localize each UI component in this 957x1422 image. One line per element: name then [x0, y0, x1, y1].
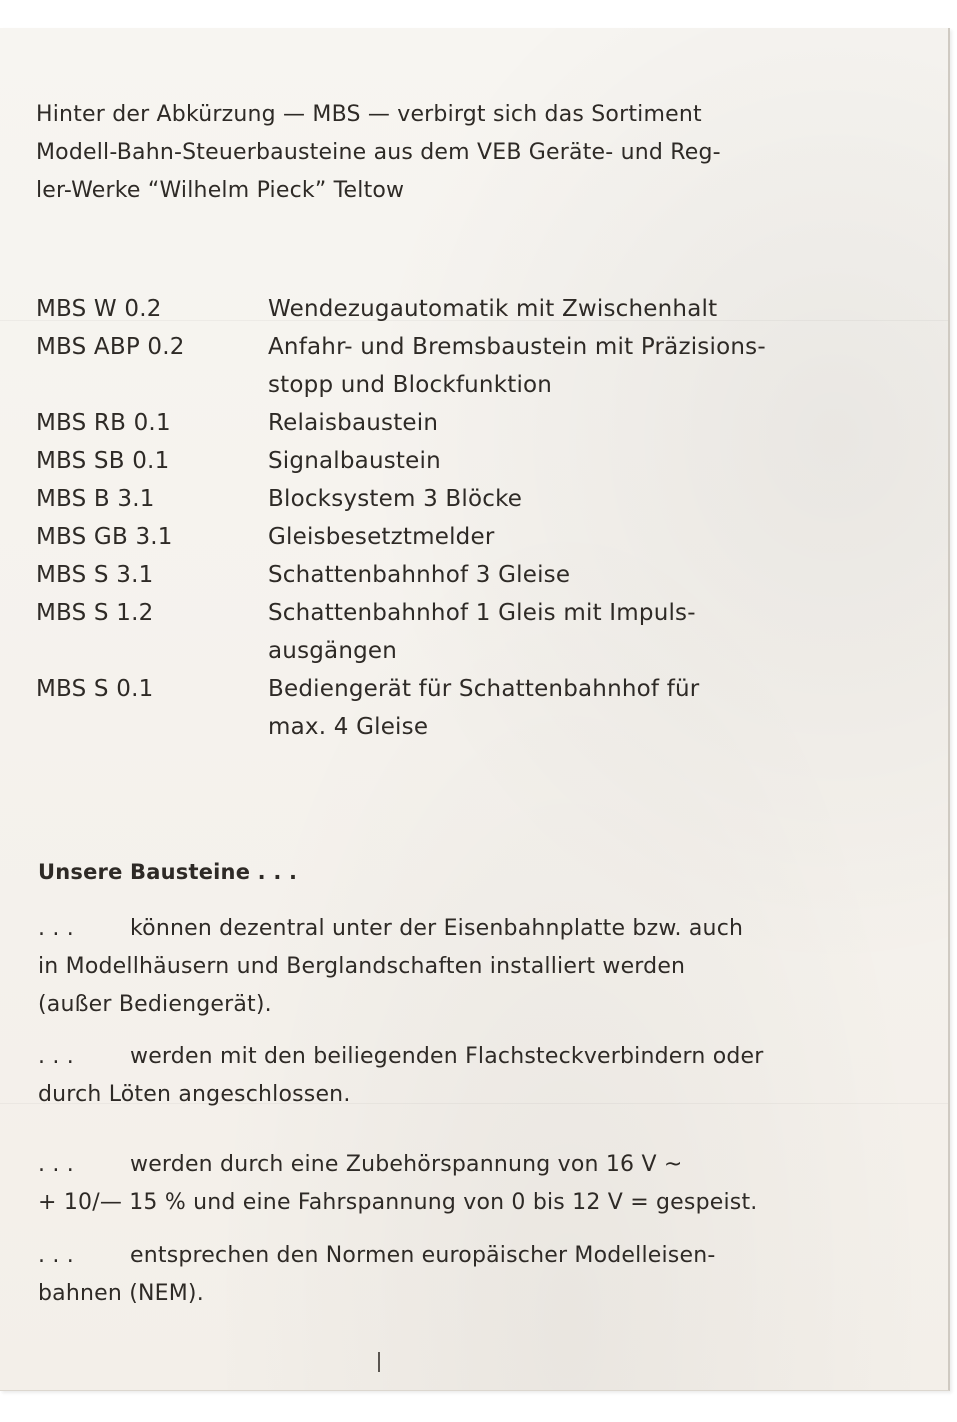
- product-row: [36, 518, 896, 556]
- product-description-line: ausgängen: [268, 638, 398, 664]
- section-heading: Unsere Bausteine . . .: [38, 860, 298, 884]
- product-description-line: Schattenbahnhof 1 Gleis mit Impuls-: [268, 600, 696, 626]
- product-description: [268, 404, 868, 442]
- feature-line: können dezentral unter der Eisenbahnplatte bzw. auch: [130, 916, 744, 941]
- product-code: MBS ABP 0.2: [36, 334, 185, 360]
- product-code: MBS SB 0.1: [36, 448, 170, 474]
- product-description-line: Signalbaustein: [268, 448, 441, 474]
- product-row: [36, 328, 896, 404]
- product-code: MBS S 1.2: [36, 600, 154, 626]
- product-code: MBS B 3.1: [36, 486, 155, 512]
- product-description: [268, 594, 868, 670]
- product-row: [36, 290, 896, 328]
- ellipsis-prefix: . . .: [38, 1044, 74, 1069]
- product-list: [36, 290, 896, 746]
- product-row: [36, 404, 896, 442]
- product-description-line: Blocksystem 3 Blöcke: [268, 486, 523, 512]
- product-code: MBS RB 0.1: [36, 410, 171, 436]
- feature-paragraph: [38, 1237, 898, 1313]
- feature-line: werden durch eine Zubehörspannung von 16 V ~: [130, 1152, 683, 1177]
- product-description-line: stopp und Blockfunktion: [268, 372, 553, 398]
- intro-line: Hinter der Abkürzung — MBS — verbirgt sich das Sortiment: [36, 102, 702, 127]
- intro-line: Modell-Bahn-Steuerbausteine aus dem VEB Geräte- und Reg-: [36, 140, 721, 165]
- product-description: [268, 480, 868, 518]
- product-description: [268, 670, 868, 746]
- feature-line: in Modellhäusern und Berglandschaften installiert werden: [38, 954, 686, 979]
- feature-line: + 10/— 15 % und eine Fahrspannung von 0 bis 12 V = gespeist.: [38, 1190, 758, 1215]
- product-code: MBS W 0.2: [36, 296, 162, 322]
- product-description: [268, 518, 868, 556]
- feature-line: werden mit den beiliegenden Flachsteckverbindern oder: [130, 1044, 764, 1069]
- product-row: [36, 480, 896, 518]
- product-description-line: Anfahr- und Bremsbaustein mit Präzisions-: [268, 334, 766, 360]
- product-row: [36, 442, 896, 480]
- feature-line: (außer Bediengerät).: [38, 992, 272, 1017]
- feature-line: bahnen (NEM).: [38, 1281, 204, 1306]
- product-description: [268, 328, 868, 404]
- feature-paragraph: [38, 910, 898, 1024]
- product-row: [36, 670, 896, 746]
- product-row: [36, 556, 896, 594]
- product-description-line: Relaisbaustein: [268, 410, 439, 436]
- ellipsis-prefix: . . .: [38, 1152, 74, 1177]
- feature-line: entsprechen den Normen europäischer Modelleisen-: [130, 1243, 716, 1268]
- product-code: MBS S 0.1: [36, 676, 154, 702]
- product-code: MBS GB 3.1: [36, 524, 173, 550]
- feature-paragraph: [38, 1146, 898, 1222]
- product-description-line: Wendezugautomatik mit Zwischenhalt: [268, 296, 718, 322]
- ellipsis-prefix: . . .: [38, 1243, 74, 1268]
- product-code: MBS S 3.1: [36, 562, 154, 588]
- print-mark: [378, 1352, 380, 1372]
- feature-line: durch Löten angeschlossen.: [38, 1082, 351, 1107]
- feature-paragraph: [38, 1038, 898, 1114]
- product-description-line: Bediengerät für Schattenbahnhof für: [268, 676, 700, 702]
- product-description: [268, 556, 868, 594]
- intro-line: ler-Werke “Wilhelm Pieck” Teltow: [36, 178, 405, 203]
- product-description-line: max. 4 Gleise: [268, 714, 429, 740]
- product-description: [268, 290, 868, 328]
- ellipsis-prefix: . . .: [38, 916, 74, 941]
- product-description-line: Gleisbesetztmelder: [268, 524, 495, 550]
- product-row: [36, 594, 896, 670]
- product-description: [268, 442, 868, 480]
- intro-paragraph: [36, 96, 886, 210]
- product-description-line: Schattenbahnhof 3 Gleise: [268, 562, 571, 588]
